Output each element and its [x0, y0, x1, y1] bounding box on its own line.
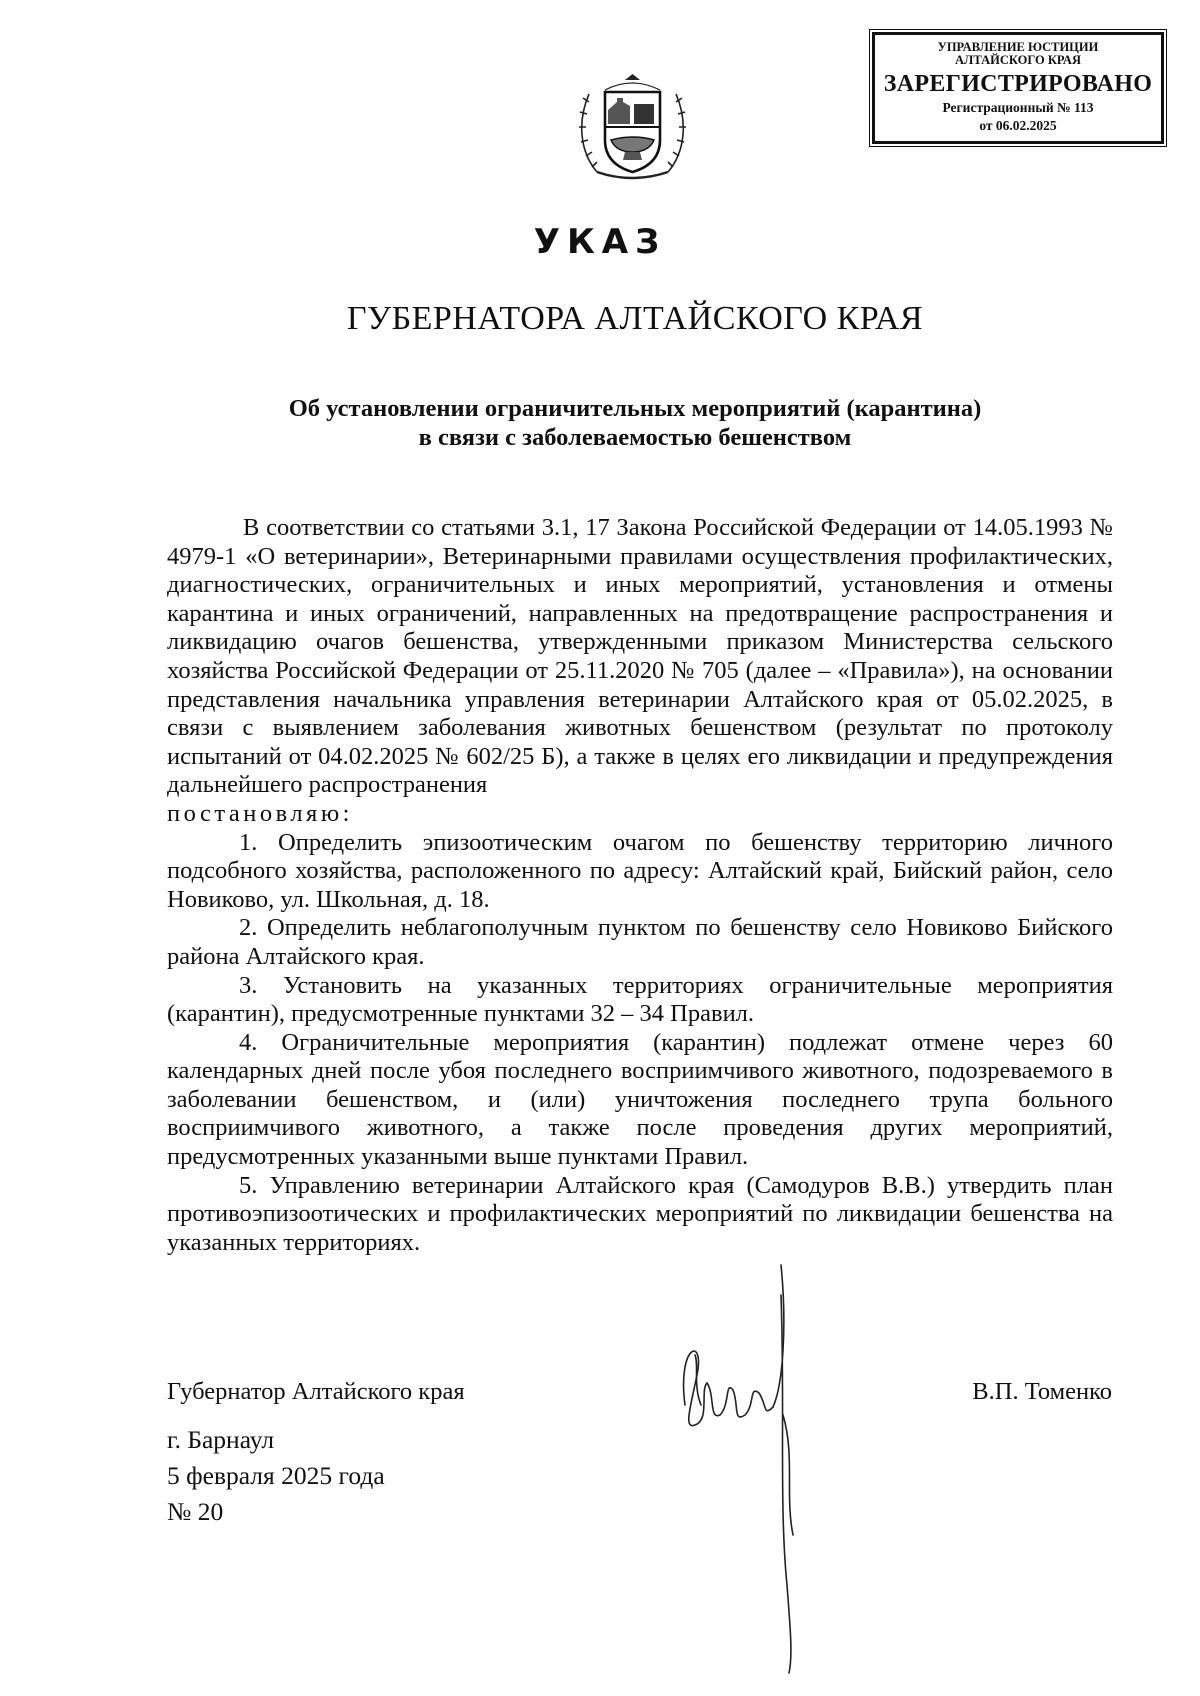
stamp-reg-number: Регистрационный № 113	[942, 100, 1094, 115]
document-body	[167, 514, 1113, 1257]
registration-stamp	[872, 32, 1164, 144]
list-item: 1. Определить эпизоотическим очагом по бешенству территорию личного подсобного хозяйства, расположенного по адресу: Алтайский край, Бийский район, село Новиково, ул. Школьная, д. 18.	[167, 828, 1113, 913]
coat-of-arms-icon	[575, 72, 690, 182]
signatory-title: Губернатор Алтайского края	[167, 1378, 465, 1405]
subject-line-2: в связи с заболеваемостью бешенством	[418, 424, 852, 451]
stamp-status: ЗАРЕГИСТРИРОВАНО	[883, 71, 1153, 97]
handwritten-signature-icon	[675, 1255, 855, 1675]
footer-date: 5 февраля 2025 года	[167, 1461, 385, 1490]
document-footer	[167, 1422, 385, 1530]
footer-city: г. Барнаул	[167, 1425, 275, 1454]
document-subject	[0, 394, 1200, 452]
stamp-authority-line2: АЛТАЙСКОГО КРАЯ	[955, 53, 1081, 67]
footer-number: № 20	[167, 1497, 224, 1526]
preamble-paragraph: В соответствии со статьями 3.1, 17 Закона Российской Федерации от 14.05.1993 № 4979-1 «О ветеринарии», Ветеринарными правилами осуществления профилактических, диагностических, ограничительных и иных мероприятий, установления и отмены карантина и иных ограничений, направленных на предотвращение распространения и ликвидацию очагов бешенства, утвержденными приказом Министерства сельского хозяйства Российской Федерации от 25.11.2020 № 705 (далее – «Правила»), на основании представления начальника управления ветеринарии Алтайского края от 05.02.2025, в связи с выявлением заболевания животных бешенством (результат по протоколу испытаний от 04.02.2025 № 602/25 Б), а также в целях его ликвидации и предупреждения дальнейшего распространения	[167, 514, 1113, 799]
issuer-title: ГУБЕРНАТОРА АЛТАЙСКОГО КРАЯ	[346, 300, 924, 337]
resolve-word: постановляю:	[167, 799, 353, 827]
list-item: 5. Управлению ветеринарии Алтайского края (Самодуров В.В.) утвердить план противоэпизоотических и профилактических мероприятий по ликвидации бешенства на указанных территориях.	[167, 1171, 1113, 1256]
list-item: 4. Ограничительные мероприятия (карантин) подлежат отмене через 60 календарных дней после убоя последнего восприимчивого животного, подозреваемого в заболевании бешенством, и (или) уничтожения последнего трупа больного восприимчивого животного, а также после проведения других мероприятий, предусмотренных указанными выше пунктами Правил.	[167, 1028, 1113, 1171]
stamp-reg-date: от 06.02.2025	[979, 118, 1057, 133]
stamp-authority-line1: УПРАВЛЕНИЕ ЮСТИЦИИ	[937, 40, 1099, 54]
subject-line-1: Об установлении ограничительных мероприятий (карантина)	[288, 395, 982, 422]
list-item: 3. Установить на указанных территориях ограничительные мероприятия (карантин), предусмотренные пунктами 32 – 34 Правил.	[167, 971, 1113, 1028]
document-type-title: УКАЗ	[533, 222, 667, 262]
signatory-name: В.П. Томенко	[972, 1378, 1112, 1405]
list-item: 2. Определить неблагополучным пунктом по бешенству село Новиково Бийского района Алтайского края.	[167, 914, 1113, 970]
